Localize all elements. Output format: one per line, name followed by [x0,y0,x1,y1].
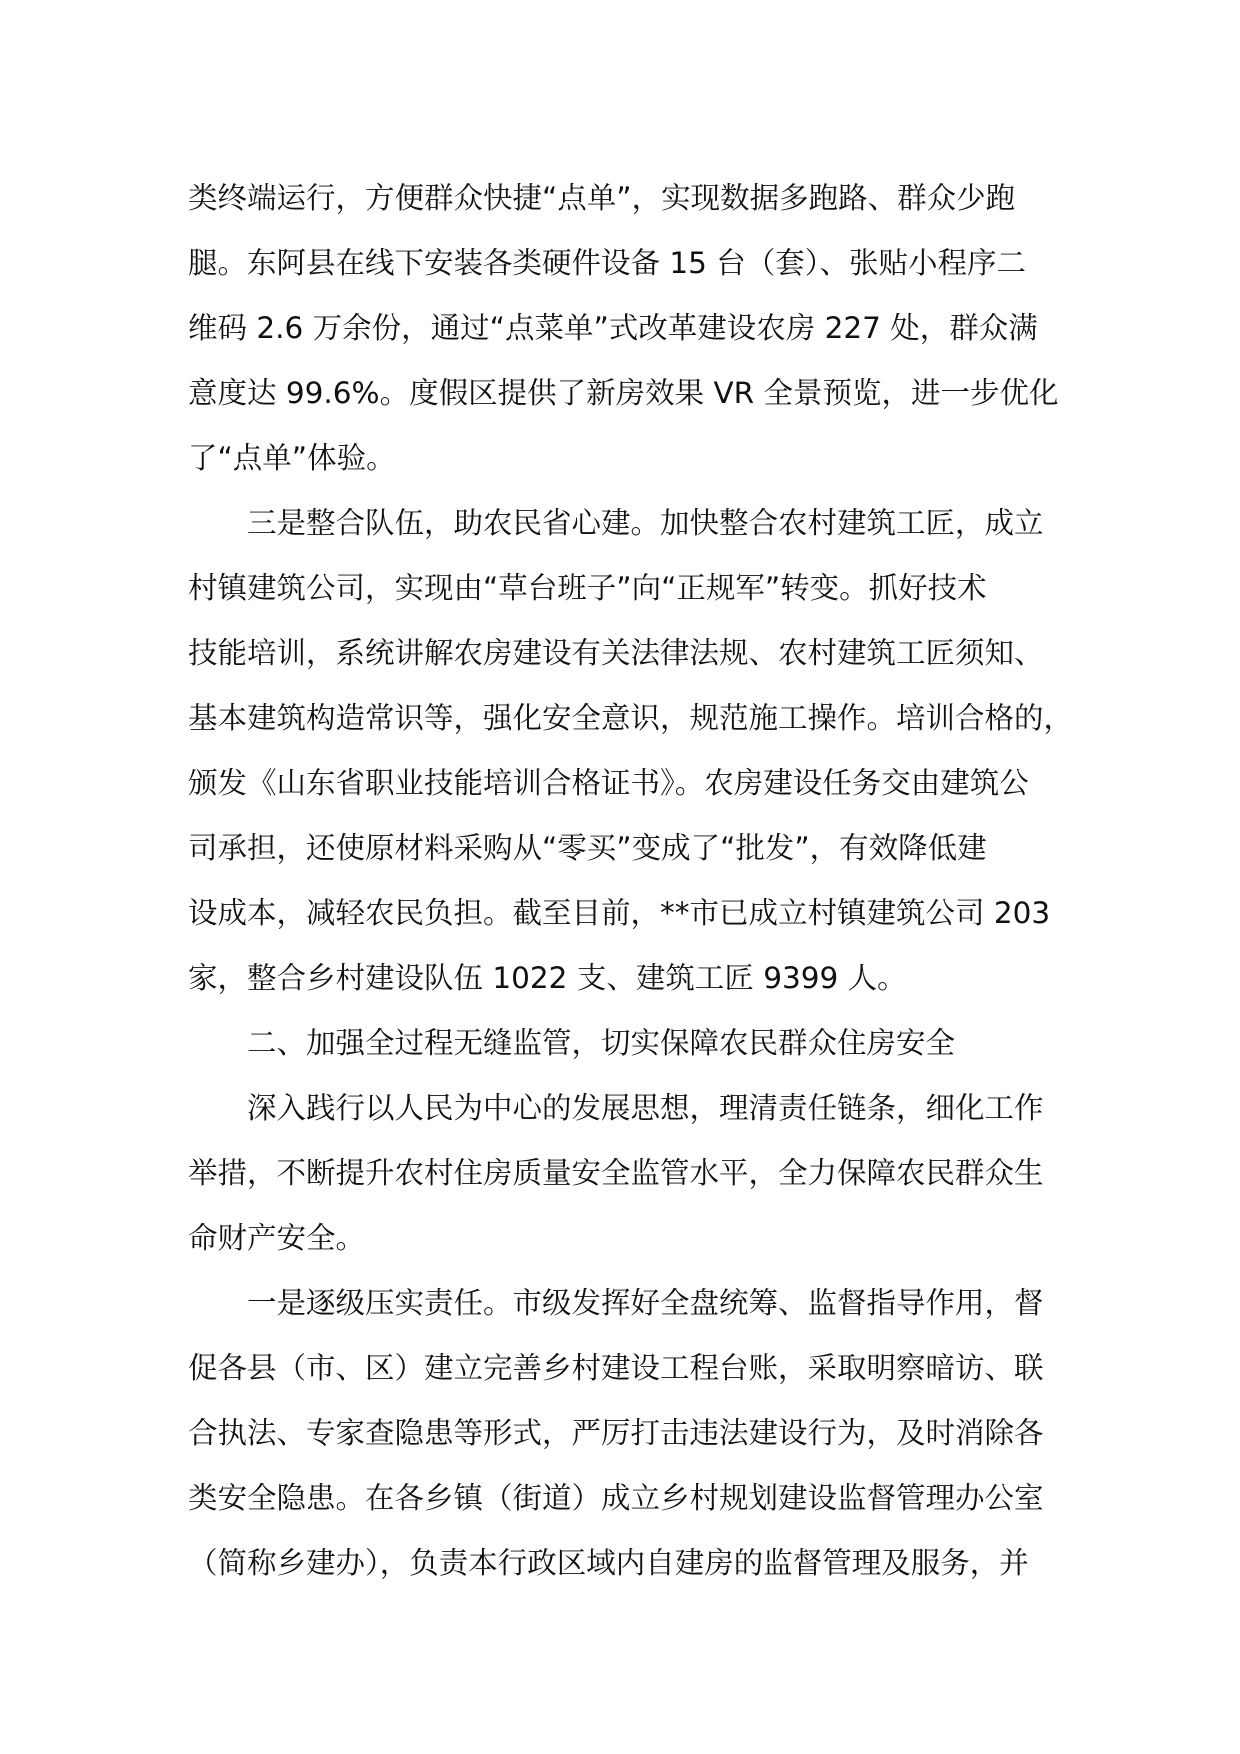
text-line: 举措，不断提升农村住房质量安全监管水平，全力保障农民群众生 [188,1156,1044,1190]
text-line: 基本建筑构造常识等，强化安全意识，规范施工操作。培训合格的， [188,701,1074,735]
text-line: 类终端运行，方便群众快捷“点单”，实现数据多跑路、群众少跑 [188,181,1016,215]
paragraph-start-line: 深入践行以人民为中心的发展思想，理清责任链条，细化工作 [247,1091,1044,1125]
text-line: 合执法、专家查隐患等形式，严厉打击违法建设行为，及时消除各 [188,1416,1044,1450]
text-line: 颁发《山东省职业技能培训合格证书》。农房建设任务交由建筑公 [188,766,1029,800]
text-line: 腿。东阿县在线下安装各类硬件设备 15 台（套）、张贴小程序二 [188,246,1027,280]
text-line: 技能培训，系统讲解农房建设有关法律法规、农村建筑工匠须知、 [188,636,1044,670]
text-line: （简称乡建办），负责本行政区域内自建房的监督管理及服务，并 [188,1546,1029,1580]
text-line: 家，整合乡村建设队伍 1022 支、建筑工匠 9399 人。 [188,961,907,995]
text-line: 维码 2.6 万余份，通过“点菜单”式改革建设农房 227 处，群众满 [188,311,1038,345]
text-line: 村镇建筑公司，实现由“草台班子”向“正规军”转变。抓好技术 [188,571,987,605]
text-line: 意度达 99.6%。度假区提供了新房效果 VR 全景预览，进一步优化 [188,376,1059,410]
text-line: 促各县（市、区）建立完善乡村建设工程台账，采取明察暗访、联 [188,1351,1044,1385]
text-line: 类安全隐患。在各乡镇（街道）成立乡村规划建设监督管理办公室 [188,1481,1044,1515]
text-line: 设成本，减轻农民负担。截至目前，**市已成立村镇建筑公司 203 [188,896,1051,930]
paragraph-start-line: 三是整合队伍，助农民省心建。加快整合农村建筑工匠，成立 [247,506,1044,540]
text-line: 命财产安全。 [188,1221,366,1255]
text-line: 司承担，还使原材料采购从“零买”变成了“批发”，有效降低建 [188,831,987,865]
document-body [188,166,1108,1596]
text-line: 了“点单”体验。 [188,441,396,475]
paragraph-start-line: 一是逐级压实责任。市级发挥好全盘统筹、监督指导作用，督 [247,1286,1044,1320]
section-heading: 二、加强全过程无缝监管，切实保障农民群众住房安全 [247,1026,956,1060]
